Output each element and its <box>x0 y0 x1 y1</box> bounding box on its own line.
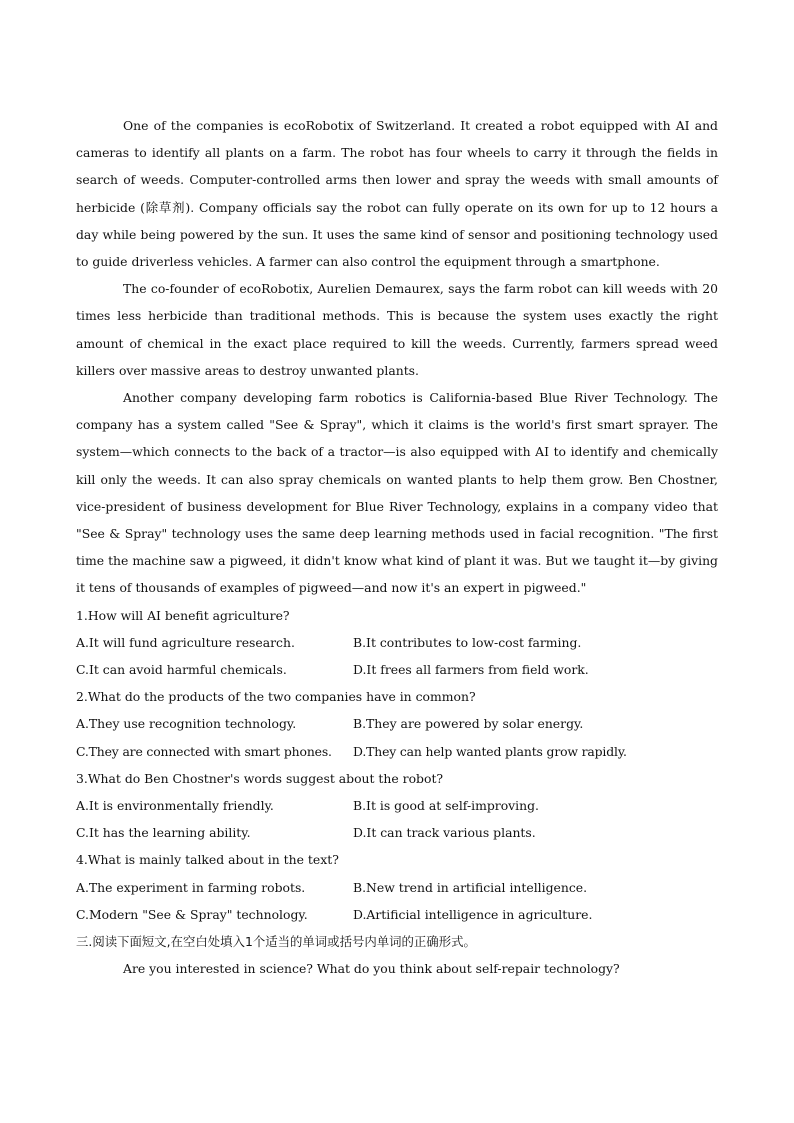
option-c: C.They are connected with smart phones. <box>76 743 332 759</box>
option-a: A.They use recognition technology. <box>76 716 297 732</box>
question-stem: 1.How will AI benefit agriculture? <box>76 607 290 623</box>
option-a: A.It is environmentally friendly. <box>76 798 274 814</box>
option-c: C.Modern "See & Spray" technology. <box>76 906 308 922</box>
question-3 <box>76 765 718 847</box>
question-stem: 4.What is mainly talked about in the text? <box>76 852 339 868</box>
question-stem: 3.What do Ben Chostner's words suggest about the robot? <box>76 770 444 786</box>
passage-paragraph-3: Another company developing farm robotics is California-based Blue River Technology. The company has a system called "See & Spray", which it claims is the world's first smart sprayer. The system—which connects to the back of a tractor—is also equipped with AI to identify and chemically kill only the weeds. It can also spray chemicals on wanted plants to help them grow. Ben Chostner, vice-president of business development for Blue River Technology, explains in a company video that "See & Spray" technology uses the same deep learning methods used in facial recognition. "The first time the machine saw a pigweed, it didn't know what kind of plant it was. But we taught it—by giving it tens of thousands of examples of pigweed—and now it's an expert in pigweed." <box>76 390 718 596</box>
passage-paragraph-2: The co-founder of ecoRobotix, Aurelien Demaurex, says the farm robot can kill weeds with 20 times less herbicide than traditional methods. This is because the system uses exactly the right amount of chemical in the exact place required to kill the weeds. Currently, farmers spread weed killers over massive areas to destroy unwanted plants. <box>76 281 718 378</box>
passage-paragraph-1: One of the companies is ecoRobotix of Switzerland. It created a robot equipped with AI and cameras to identify all plants on a farm. The robot has four wheels to carry it through the fields in search of weeds. Computer-controlled arms then lower and spray the weeds with small amounts of herbicide (除草剂). Company officials say the robot can fully operate on its own for up to 12 hours a day while being powered by the sun. It uses the same kind of sensor and positioning technology used to guide driverless vehicles. A farmer can also control the equipment through a smartphone. <box>76 118 718 270</box>
option-b: B.It contributes to low-cost farming. <box>353 634 582 650</box>
option-b: B.They are powered by solar energy. <box>353 716 584 732</box>
document-content <box>76 112 718 983</box>
question-stem: 2.What do the products of the two companies have in common? <box>76 689 476 705</box>
options-row <box>76 874 718 901</box>
option-d: D.They can help wanted plants grow rapidly. <box>353 743 627 759</box>
options-row <box>76 792 718 819</box>
options-row <box>76 710 718 737</box>
options-row <box>76 629 718 656</box>
question-4 <box>76 846 718 928</box>
option-a: A.The experiment in farming robots. <box>76 879 306 895</box>
options-row <box>76 901 718 928</box>
option-d: D.It can track various plants. <box>353 825 536 841</box>
section-3-intro: Are you interested in science? What do you think about self-repair technology? <box>123 961 620 977</box>
option-b: B.It is good at self-improving. <box>353 798 539 814</box>
option-b: B.New trend in artificial intelligence. <box>353 879 588 895</box>
option-a: A.It will fund agriculture research. <box>76 634 295 650</box>
option-d: D.Artificial intelligence in agriculture. <box>353 906 593 922</box>
option-d: D.It frees all farmers from field work. <box>353 662 589 678</box>
options-row <box>76 656 718 683</box>
options-row <box>76 819 718 846</box>
question-1 <box>76 602 718 684</box>
option-c: C.It can avoid harmful chemicals. <box>76 662 287 678</box>
option-c: C.It has the learning ability. <box>76 825 251 841</box>
section-3-heading: 三.阅读下面短文,在空白处填入1个适当的单词或括号内单词的正确形式。 <box>76 934 476 950</box>
options-row <box>76 738 718 765</box>
question-2 <box>76 683 718 765</box>
